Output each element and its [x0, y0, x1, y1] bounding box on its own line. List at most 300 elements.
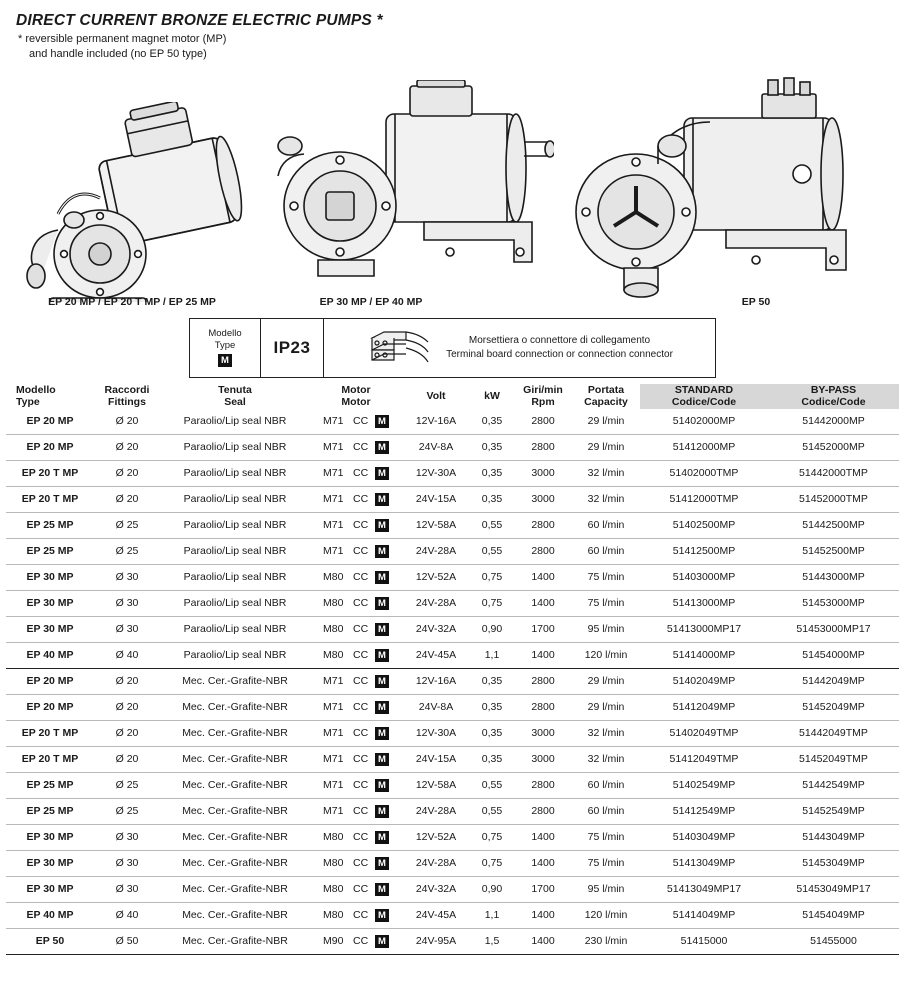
cell-standard-code: 51412049TMP [669, 753, 739, 766]
cell-motor-code: M71 [323, 778, 344, 791]
cell-kw: 0,35 [481, 493, 503, 506]
legend-box [189, 318, 716, 378]
cell-standard-code: 51413049MP17 [666, 883, 742, 896]
cell-volt: 12V-30A [415, 467, 457, 480]
cell-kw: 0,75 [481, 857, 503, 870]
cell-kw: 0,35 [481, 675, 503, 688]
cell-volt: 24V-32A [415, 623, 457, 636]
cell-seal: Paraolio/Lip seal NBR [183, 571, 287, 584]
cell-fittings: Ø 30 [115, 857, 139, 870]
cell-motor-code: M71 [323, 752, 344, 765]
cell-rpm: 2800 [531, 701, 555, 714]
cell-kw: 0,55 [481, 545, 503, 558]
cell-kw: 0,55 [481, 779, 503, 792]
cell-type: EP 30 MP [26, 857, 74, 870]
cell-motor [310, 409, 402, 435]
cell-standard-code: 51412049MP [672, 701, 736, 714]
cell-volt: 24V-45A [415, 649, 457, 662]
cell-volt: 12V-58A [415, 519, 457, 532]
cell-motor-code: M71 [323, 518, 344, 531]
motor-flag-icon: M [375, 519, 389, 532]
cell-rpm: 1400 [531, 831, 555, 844]
motor-flag-icon: M [375, 779, 389, 792]
legend-terminal-it: Morsettiera o connettore di collegamento [468, 335, 651, 347]
cell-kw: 0,55 [481, 805, 503, 818]
cell-fittings: Ø 30 [115, 571, 139, 584]
table-row [6, 460, 899, 486]
table-row [6, 564, 899, 590]
cell-standard-code: 51402500MP [672, 519, 736, 532]
col-header-rpm: Giri/min Rpm [523, 383, 563, 409]
cell-seal: Paraolio/Lip seal NBR [183, 623, 287, 636]
cell-rpm: 1400 [531, 909, 555, 922]
col-header-motor: Motor Motor [341, 383, 371, 409]
legend-terminal-text [446, 334, 673, 361]
col-header-capacity: Portata Capacity [584, 383, 628, 409]
table-row [6, 720, 899, 746]
cell-seal: Mec. Cer.-Grafite-NBR [182, 727, 288, 740]
cell-motor-cc: CC [353, 804, 369, 817]
cell-seal: Paraolio/Lip seal NBR [183, 441, 287, 454]
cell-rpm: 3000 [531, 493, 555, 506]
table-row [6, 798, 899, 824]
cell-motor [310, 928, 402, 954]
cell-motor [310, 642, 402, 668]
cell-kw: 0,35 [481, 727, 503, 740]
cell-bypass-code: 51452049TMP [799, 753, 868, 766]
table-row [6, 616, 899, 642]
cell-capacity: 60 l/min [587, 519, 625, 532]
legend-terminal-cell [324, 319, 715, 377]
cell-rpm: 1400 [531, 571, 555, 584]
cell-seal: Mec. Cer.-Grafite-NBR [182, 935, 288, 948]
cell-motor [310, 902, 402, 928]
cell-rpm: 1700 [531, 623, 555, 636]
cell-motor-code: M80 [323, 908, 344, 921]
cell-capacity: 75 l/min [587, 571, 625, 584]
cell-rpm: 1700 [531, 883, 555, 896]
cell-volt: 24V-28A [415, 597, 457, 610]
cell-capacity: 60 l/min [587, 779, 625, 792]
cell-kw: 0,75 [481, 571, 503, 584]
table-row [6, 694, 899, 720]
cell-volt: 24V-45A [415, 909, 457, 922]
legend-model-it: Modello [208, 328, 242, 340]
table-row [6, 772, 899, 798]
pump-figure-ep50 [566, 70, 876, 302]
cell-fittings: Ø 50 [115, 935, 139, 948]
motor-flag-icon: M [375, 545, 389, 558]
subtitle-line-2: and handle included (no EP 50 type) [29, 47, 207, 60]
cell-seal: Mec. Cer.-Grafite-NBR [182, 753, 288, 766]
table-body [6, 409, 899, 955]
cell-standard-code: 51402000TMP [669, 467, 739, 480]
cell-motor-cc: CC [353, 596, 369, 609]
cell-motor-cc: CC [353, 778, 369, 791]
cell-motor-cc: CC [353, 570, 369, 583]
pump-caption-3: EP 50 [741, 295, 771, 308]
motor-flag-icon: M [375, 857, 389, 870]
cell-seal: Mec. Cer.-Grafite-NBR [182, 857, 288, 870]
table-row [6, 668, 899, 694]
cell-seal: Paraolio/Lip seal NBR [183, 597, 287, 610]
cell-fittings: Ø 40 [115, 909, 139, 922]
cell-capacity: 95 l/min [587, 623, 625, 636]
table-row [6, 642, 899, 668]
cell-motor [310, 746, 402, 772]
cell-motor [310, 486, 402, 512]
motor-flag-icon: M [375, 805, 389, 818]
pump-figure-ep20 [14, 102, 264, 302]
cell-seal: Mec. Cer.-Grafite-NBR [182, 883, 288, 896]
cell-volt: 12V-52A [415, 571, 457, 584]
specifications-table [6, 384, 899, 955]
cell-volt: 12V-58A [415, 779, 457, 792]
cell-type: EP 30 MP [26, 883, 74, 896]
cell-volt: 24V-15A [415, 753, 457, 766]
cell-fittings: Ø 20 [115, 753, 139, 766]
cell-motor-cc: CC [353, 908, 369, 921]
cell-motor-cc: CC [353, 934, 369, 947]
cell-motor-cc: CC [353, 622, 369, 635]
cell-rpm: 3000 [531, 753, 555, 766]
cell-bypass-code: 51454000MP [802, 649, 865, 662]
table-row [6, 902, 899, 928]
cell-bypass-code: 51453000MP [802, 597, 865, 610]
table-header-row [6, 384, 899, 409]
cell-rpm: 3000 [531, 727, 555, 740]
pump-illustrations [6, 64, 899, 314]
table-row [6, 512, 899, 538]
cell-capacity: 29 l/min [587, 701, 625, 714]
cell-bypass-code: 51452500MP [802, 545, 865, 558]
cell-motor-code: M71 [323, 466, 344, 479]
cell-capacity: 60 l/min [587, 545, 625, 558]
cell-type: EP 25 MP [26, 545, 74, 558]
cell-motor [310, 564, 402, 590]
page-subtitle [18, 32, 899, 62]
motor-flag-icon: M [375, 571, 389, 584]
cell-type: EP 20 T MP [21, 753, 79, 766]
cell-motor-code: M71 [323, 674, 344, 687]
cell-rpm: 2800 [531, 415, 555, 428]
cell-standard-code: 51412549MP [672, 805, 736, 818]
table-header [6, 384, 899, 409]
col-header-kw: kW [484, 389, 500, 402]
cell-motor [310, 720, 402, 746]
cell-standard-code: 51402549MP [672, 779, 736, 792]
cell-volt: 24V-32A [415, 883, 457, 896]
cell-capacity: 32 l/min [587, 753, 625, 766]
cell-fittings: Ø 20 [115, 675, 139, 688]
cell-bypass-code: 51454049MP [802, 909, 865, 922]
cell-type: EP 25 MP [26, 519, 74, 532]
cell-capacity: 60 l/min [587, 805, 625, 818]
motor-flag-icon: M [375, 415, 389, 428]
cell-volt: 12V-16A [415, 675, 457, 688]
cell-fittings: Ø 30 [115, 623, 139, 636]
cell-motor-cc: CC [353, 544, 369, 557]
col-header-volt: Volt [426, 389, 446, 402]
cell-standard-code: 51412000MP [672, 441, 736, 454]
cell-capacity: 29 l/min [587, 441, 625, 454]
cell-motor-code: M71 [323, 440, 344, 453]
cell-type: EP 30 MP [26, 597, 74, 610]
cell-bypass-code: 51455000 [810, 935, 857, 948]
cell-bypass-code: 51452000MP [802, 441, 865, 454]
motor-flag-icon: M [375, 727, 389, 740]
cell-motor-cc: CC [353, 856, 369, 869]
cell-standard-code: 51402049MP [672, 675, 736, 688]
cell-type: EP 20 T MP [21, 493, 79, 506]
cell-fittings: Ø 20 [115, 467, 139, 480]
cell-rpm: 2800 [531, 779, 555, 792]
cell-type: EP 20 MP [26, 675, 74, 688]
cell-capacity: 95 l/min [587, 883, 625, 896]
cell-kw: 0,90 [481, 883, 503, 896]
table-row [6, 746, 899, 772]
cell-motor-cc: CC [353, 882, 369, 895]
cell-rpm: 2800 [531, 675, 555, 688]
motor-flag-icon: M [375, 675, 389, 688]
cell-volt: 24V-15A [415, 493, 457, 506]
cell-seal: Paraolio/Lip seal NBR [183, 415, 287, 428]
cell-bypass-code: 51443000MP [802, 571, 865, 584]
motor-flag-icon: M [375, 909, 389, 922]
motor-flag-icon: M [375, 753, 389, 766]
cell-fittings: Ø 25 [115, 779, 139, 792]
cell-type: EP 30 MP [26, 571, 74, 584]
cell-motor-cc: CC [353, 726, 369, 739]
motor-flag-icon: M [375, 883, 389, 896]
cell-capacity: 32 l/min [587, 493, 625, 506]
table-row [6, 409, 899, 435]
cell-standard-code: 51413000MP [672, 597, 736, 610]
legend-ip-rating: IP23 [261, 319, 324, 377]
cell-volt: 12V-30A [415, 727, 457, 740]
cell-rpm: 2800 [531, 441, 555, 454]
cell-bypass-code: 51452549MP [802, 805, 865, 818]
cell-seal: Paraolio/Lip seal NBR [183, 467, 287, 480]
cell-kw: 0,35 [481, 753, 503, 766]
cell-motor-code: M71 [323, 804, 344, 817]
cell-type: EP 40 MP [26, 649, 74, 662]
cell-motor [310, 590, 402, 616]
cell-seal: Mec. Cer.-Grafite-NBR [182, 675, 288, 688]
cell-capacity: 32 l/min [587, 727, 625, 740]
cell-fittings: Ø 30 [115, 831, 139, 844]
cell-motor [310, 798, 402, 824]
motor-flag-icon: M [375, 831, 389, 844]
motor-flag-icon: M [375, 467, 389, 480]
cell-kw: 0,55 [481, 519, 503, 532]
motor-flag-icon: M [375, 597, 389, 610]
cell-type: EP 20 T MP [21, 467, 79, 480]
cell-kw: 1,5 [484, 935, 500, 948]
cell-motor-cc: CC [353, 674, 369, 687]
cell-capacity: 32 l/min [587, 467, 625, 480]
cell-bypass-code: 51453049MP17 [796, 883, 871, 896]
cell-capacity: 75 l/min [587, 831, 625, 844]
cell-bypass-code: 51452000TMP [799, 493, 868, 506]
cell-seal: Mec. Cer.-Grafite-NBR [182, 805, 288, 818]
cell-motor [310, 460, 402, 486]
cell-motor [310, 876, 402, 902]
cell-fittings: Ø 20 [115, 415, 139, 428]
cell-motor-code: M80 [323, 570, 344, 583]
cell-bypass-code: 51443049MP [802, 831, 865, 844]
cell-motor-cc: CC [353, 830, 369, 843]
cell-motor-cc: CC [353, 752, 369, 765]
cell-fittings: Ø 30 [115, 883, 139, 896]
cell-standard-code: 51402000MP [672, 415, 736, 428]
cell-seal: Mec. Cer.-Grafite-NBR [182, 779, 288, 792]
cell-motor-code: M80 [323, 856, 344, 869]
cell-motor [310, 668, 402, 694]
cell-fittings: Ø 20 [115, 441, 139, 454]
cell-type: EP 25 MP [26, 805, 74, 818]
cell-kw: 1,1 [484, 649, 500, 662]
cell-rpm: 2800 [531, 805, 555, 818]
cell-motor-cc: CC [353, 440, 369, 453]
cell-rpm: 1400 [531, 597, 555, 610]
pump-caption-1: EP 20 MP / EP 20 T MP / EP 25 MP [48, 295, 216, 308]
cell-motor [310, 772, 402, 798]
cell-motor-cc: CC [353, 492, 369, 505]
cell-seal: Paraolio/Lip seal NBR [183, 519, 287, 532]
cell-motor-code: M71 [323, 726, 344, 739]
page-title: DIRECT CURRENT BRONZE ELECTRIC PUMPS * [16, 12, 383, 29]
cell-rpm: 2800 [531, 519, 555, 532]
terminal-board-icon [366, 326, 436, 370]
cell-capacity: 75 l/min [587, 597, 625, 610]
cell-seal: Paraolio/Lip seal NBR [183, 545, 287, 558]
cell-rpm: 2800 [531, 545, 555, 558]
cell-seal: Paraolio/Lip seal NBR [183, 649, 287, 662]
cell-standard-code: 51402049TMP [669, 727, 739, 740]
cell-standard-code: 51412500MP [672, 545, 736, 558]
table-row [6, 928, 899, 954]
cell-rpm: 1400 [531, 857, 555, 870]
cell-motor-cc: CC [353, 414, 369, 427]
cell-kw: 0,75 [481, 831, 503, 844]
subtitle-line-1: * reversible permanent magnet motor (MP) [18, 33, 227, 45]
cell-kw: 1,1 [484, 909, 500, 922]
cell-kw: 0,35 [481, 441, 503, 454]
cell-capacity: 29 l/min [587, 675, 625, 688]
cell-capacity: 230 l/min [584, 935, 628, 948]
cell-motor-cc: CC [353, 466, 369, 479]
col-header-fittings: Raccordi Fittings [104, 383, 150, 409]
cell-bypass-code: 51442000MP [802, 415, 865, 428]
cell-type: EP 20 MP [26, 701, 74, 714]
legend-model-cell [190, 319, 261, 377]
cell-type: EP 20 MP [26, 441, 74, 454]
cell-motor-code: M80 [323, 622, 344, 635]
pump-caption-2: EP 30 MP / EP 40 MP [319, 295, 423, 308]
cell-fittings: Ø 40 [115, 649, 139, 662]
legend-motor-flag: M [218, 354, 232, 367]
cell-motor [310, 694, 402, 720]
cell-volt: 24V-28A [415, 857, 457, 870]
cell-fittings: Ø 20 [115, 701, 139, 714]
col-header-type: Modello Type [16, 383, 56, 409]
cell-standard-code: 51414049MP [672, 909, 736, 922]
table-row [6, 850, 899, 876]
cell-motor-cc: CC [353, 648, 369, 661]
cell-rpm: 1400 [531, 649, 555, 662]
cell-motor-code: M71 [323, 544, 344, 557]
cell-fittings: Ø 20 [115, 727, 139, 740]
cell-standard-code: 51413000MP17 [666, 623, 742, 636]
cell-kw: 0,35 [481, 701, 503, 714]
cell-motor-code: M71 [323, 414, 344, 427]
motor-flag-icon: M [375, 623, 389, 636]
cell-rpm: 1400 [531, 935, 555, 948]
cell-kw: 0,90 [481, 623, 503, 636]
cell-motor [310, 824, 402, 850]
col-header-bypass-code: BY-PASS Codice/Code [768, 384, 899, 409]
cell-motor [310, 512, 402, 538]
cell-volt: 12V-52A [415, 831, 457, 844]
table-row [6, 876, 899, 902]
cell-bypass-code: 51442549MP [802, 779, 865, 792]
cell-capacity: 120 l/min [584, 909, 628, 922]
cell-capacity: 29 l/min [587, 415, 625, 428]
cell-standard-code: 51403049MP [672, 831, 736, 844]
cell-volt: 24V-28A [415, 805, 457, 818]
table-row [6, 824, 899, 850]
motor-flag-icon: M [375, 935, 389, 948]
cell-kw: 0,75 [481, 597, 503, 610]
table-row [6, 434, 899, 460]
cell-type: EP 30 MP [26, 831, 74, 844]
cell-bypass-code: 51442049MP [802, 675, 865, 688]
cell-motor-code: M71 [323, 700, 344, 713]
cell-standard-code: 51413049MP [672, 857, 736, 870]
motor-flag-icon: M [375, 493, 389, 506]
table-row [6, 486, 899, 512]
cell-rpm: 3000 [531, 467, 555, 480]
pump-figure-ep30 [274, 80, 554, 302]
cell-standard-code: 51414000MP [672, 649, 736, 662]
cell-type: EP 20 MP [26, 415, 74, 428]
col-header-standard-code: STANDARD Codice/Code [640, 384, 768, 409]
cell-kw: 0,35 [481, 415, 503, 428]
cell-bypass-code: 51442049TMP [799, 727, 868, 740]
cell-volt: 12V-16A [415, 415, 457, 428]
cell-motor-code: M80 [323, 882, 344, 895]
cell-motor-code: M71 [323, 492, 344, 505]
cell-motor-code: M80 [323, 830, 344, 843]
cell-motor [310, 616, 402, 642]
motor-flag-icon: M [375, 701, 389, 714]
cell-standard-code: 51415000 [680, 935, 728, 948]
cell-fittings: Ø 25 [115, 545, 139, 558]
cell-type: EP 50 [35, 935, 65, 948]
cell-standard-code: 51412000TMP [669, 493, 739, 506]
cell-fittings: Ø 20 [115, 493, 139, 506]
cell-fittings: Ø 30 [115, 597, 139, 610]
cell-kw: 0,35 [481, 467, 503, 480]
cell-volt: 24V-28A [415, 545, 457, 558]
table-row [6, 538, 899, 564]
cell-type: EP 30 MP [26, 623, 74, 636]
cell-type: EP 25 MP [26, 779, 74, 792]
cell-type: EP 40 MP [26, 909, 74, 922]
cell-seal: Mec. Cer.-Grafite-NBR [182, 831, 288, 844]
cell-motor [310, 538, 402, 564]
